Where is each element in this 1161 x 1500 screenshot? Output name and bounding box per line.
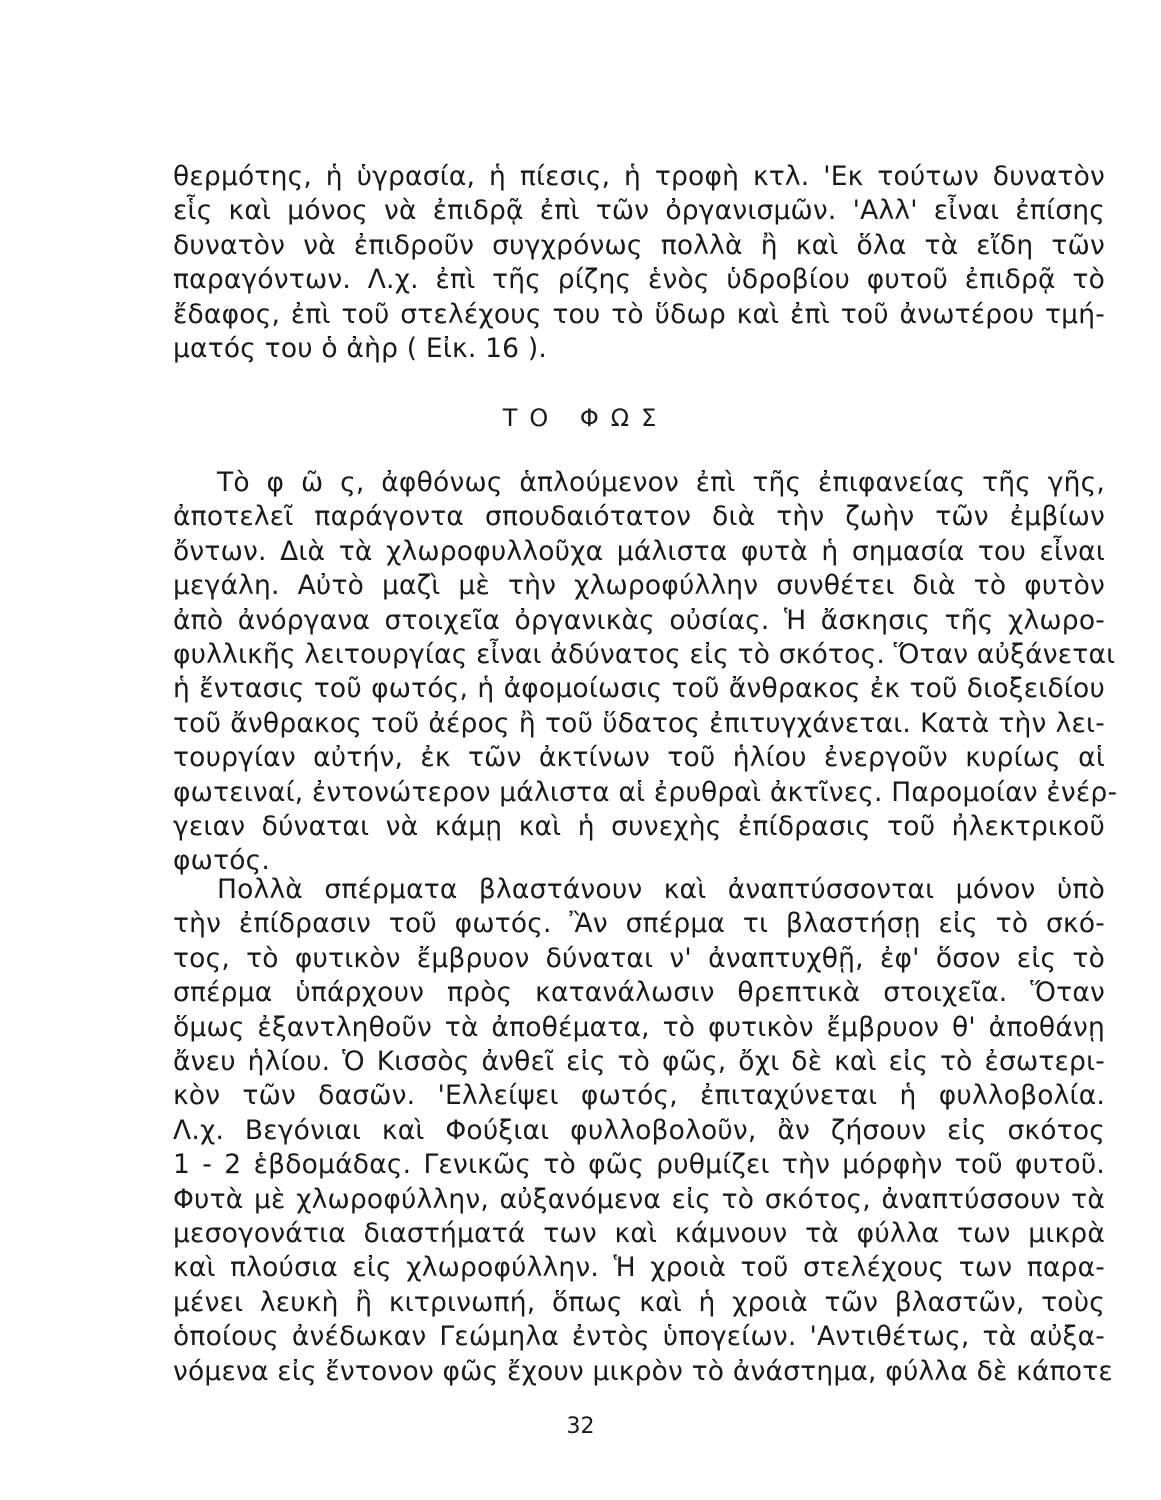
- text-line: τοῦ ἄνθρακος τοῦ ἀέρος ἢ τοῦ ὕδατος ἐπιτυγχάνεται. Κατὰ τὴν λει-: [173, 707, 1105, 739]
- text-line: παραγόντων. Λ.χ. ἐπὶ τῆς ρίζης ἑνὸς ὑδροβίου φυτοῦ ἐπιδρᾷ τὸ: [173, 264, 1105, 296]
- text-line: θερμότης, ἡ ὑγρασία, ἡ πίεσις, ἡ τροφὴ κτλ. 'Εκ τούτων δυνατὸν: [173, 161, 1105, 192]
- text-line: φωτειναί, ἐντονώτερον μάλιστα αἱ ἐρυθραὶ ἀκτῖνες. Παρομοίαν ἐνέρ-: [173, 776, 1118, 808]
- section-heading: ΤΟ ΦΩΣ: [502, 404, 669, 432]
- text-line: Λ.χ. Βεγόνιαι καὶ Φούξιαι φυλλοβολοῦν, ἂν ζήσουν εἰς σκότος: [173, 1114, 1105, 1146]
- text-line: ἄνευ ἡλίου. Ὁ Κισσὸς ἀνθεῖ εἰς τὸ φῶς, ὄχι δὲ καὶ εἰς τὸ ἐσωτερι-: [173, 1046, 1105, 1078]
- text-line: γειαν δύναται νὰ κάμῃ καὶ ἡ συνεχὴς ἐπίδρασις τοῦ ἠλεκτρικοῦ: [173, 811, 1105, 843]
- text-line: καὶ πλούσια εἰς χλωροφύλλην. Ἡ χροιὰ τοῦ στελέχους των παρα-: [173, 1252, 1105, 1284]
- paragraph-environment-factors: [173, 160, 1105, 366]
- text-line: εἷς καὶ μόνος νὰ ἐπιδρᾷ ἐπὶ τῶν ὀργανισμῶν. 'Αλλ' εἶναι ἐπίσης: [173, 195, 1105, 227]
- text-line: Πολλὰ σπέρματα βλαστάνουν καὶ ἀναπτύσσονται μόνον ὑπὸ: [217, 874, 1105, 905]
- text-line: ὄντων. Διὰ τὰ χλωροφυλλοῦχα μάλιστα φυτὰ ἡ σημασία του εἶναι: [173, 535, 1105, 567]
- text-line: δυνατὸν νὰ ἐπιδροῦν συγχρόνως πολλὰ ἢ καὶ ὅλα τὰ εἴδη τῶν: [173, 229, 1105, 261]
- text-line: ἡ ἔντασις τοῦ φωτός, ἡ ἀφομοίωσις τοῦ ἄνθρακος ἐκ τοῦ διοξειδίου: [173, 673, 1105, 705]
- text-line: ἔδαφος, ἐπὶ τοῦ στελέχους του τὸ ὕδωρ καὶ ἐπὶ τοῦ ἀνωτέρου τμή-: [173, 298, 1105, 330]
- text-line: ὅμως ἐξαντληθοῦν τὰ ἀποθέματα, τὸ φυτικὸν ἔμβρυον θ' ἀποθάνῃ: [173, 1011, 1105, 1043]
- text-line: κὸν τῶν δασῶν. 'Ελλείψει φωτός, ἐπιταχύνεται ἡ φυλλοβολία.: [173, 1080, 1105, 1112]
- text-line: νόμενα εἰς ἔντονον φῶς ἔχουν μικρὸν τὸ ἀνάστημα, φύλλα δὲ κάποτε: [173, 1355, 1113, 1387]
- text-line: ἀποτελεῖ παράγοντα σπουδαιότατον διὰ τὴν ζωὴν τῶν ἐμβίων: [173, 501, 1105, 533]
- page-number: 32: [566, 1414, 595, 1439]
- text-line: σπέρμα ὑπάρχουν πρὸς κατανάλωσιν θρεπτικὰ στοιχεῖα. Ὅταν: [173, 977, 1105, 1009]
- text-line: Τὸ φ ῶ ς, ἀφθόνως ἁπλούμενον ἐπὶ τῆς ἐπιφανείας τῆς γῆς,: [217, 467, 1105, 498]
- text-line: 1 - 2 ἑβδομάδας. Γενικῶς τὸ φῶς ρυθμίζει τὴν μόρφὴν τοῦ φυτοῦ.: [173, 1149, 1105, 1181]
- text-line: τος, τὸ φυτικὸν ἔμβρυον δύναται ν' ἀναπτυχθῇ, ἐφ' ὅσον εἰς τὸ: [173, 942, 1105, 974]
- text-line: τὴν ἐπίδρασιν τοῦ φωτός. Ἂν σπέρμα τι βλαστήσῃ εἰς τὸ σκό-: [173, 908, 1105, 940]
- text-line: ματός του ὁ ἀὴρ ( Εἰκ. 16 ).: [173, 333, 547, 365]
- text-line: φωτός.: [173, 845, 271, 877]
- paragraph-light-photosynthesis: [173, 466, 1118, 879]
- text-line: μεγάλη. Αὐτὸ μαζὶ μὲ τὴν χλωροφύλλην συνθέτει διὰ τὸ φυτὸν: [173, 570, 1105, 602]
- text-line: μεσογονάτια διαστήματά των καὶ κάμνουν τὰ φύλλα των μικρὰ: [173, 1218, 1105, 1250]
- text-line: μένει λευκὴ ἢ κιτρινωπή, ὅπως καὶ ἡ χροιὰ τῶν βλαστῶν, τοὺς: [173, 1286, 1105, 1318]
- text-line: ὁποίους ἀνέδωκαν Γεώμηλα ἐντὸς ὑπογείων. 'Αντιθέτως, τὰ αὐξα-: [173, 1321, 1105, 1353]
- text-line: Φυτὰ μὲ χλωροφύλλην, αὐξανόμενα εἰς τὸ σκότος, ἀναπτύσσουν τὰ: [173, 1183, 1105, 1215]
- text-line: φυλλικῆς λειτουργίας εἶναι ἀδύνατος εἰς τὸ σκότος. Ὅταν αὐξάνεται: [173, 639, 1116, 671]
- text-line: τουργίαν αὐτήν, ἐκ τῶν ἀκτίνων τοῦ ἡλίου ἐνεργοῦν κυρίως αἱ: [173, 742, 1105, 774]
- text-line: ἀπὸ ἀνόργανα στοιχεῖα ὀργανικὰς οὐσίας. Ἡ ἄσκησις τῆς χλωρο-: [173, 604, 1105, 636]
- paragraph-seeds-light: [173, 873, 1113, 1389]
